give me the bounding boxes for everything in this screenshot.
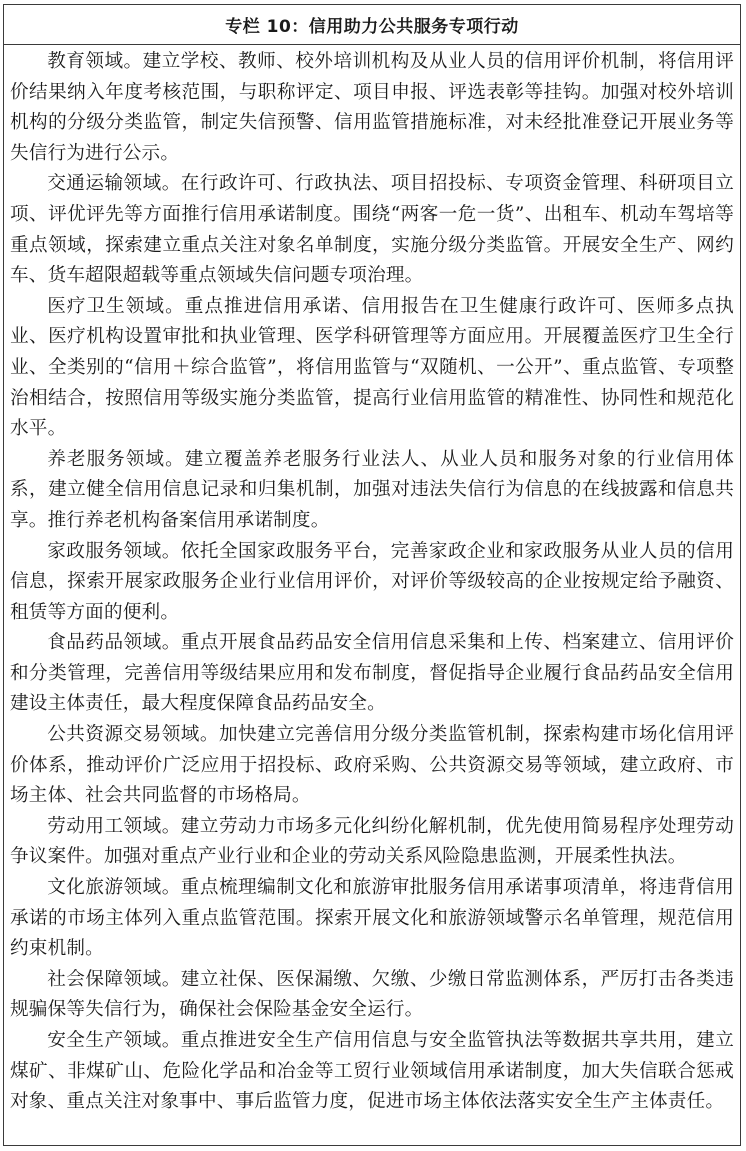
paragraph-culture-tourism: 文化旅游领域。重点梳理编制文化和旅游审批服务信用承诺事项清单，将违背信用承诺的市场主体列入重点监管范围。探索开展文化和旅游领域警示名单管理，规范信用约束机制。 [10, 877, 734, 960]
box-content [4, 45, 740, 1118]
paragraph-public-resources: 公共资源交易领域。加快建立完善信用分级分类监管机制，探索构建市场化信用评价体系，推动评价广泛应用于招投标、政府采购、公共资源交易等领域，建立政府、市场主体、社会共同监督的市场格局。 [10, 724, 734, 807]
paragraph-social-security: 社会保障领域。建立社保、医保漏缴、欠缴、少缴日常监测体系，严厉打击各类违规骗保等失信行为，确保社会保险基金安全运行。 [10, 968, 734, 1021]
paragraph-labor: 劳动用工领域。建立劳动力市场多元化纠纷化解机制，优先使用简易程序处理劳动争议案件。加强对重点产业行业和企业的劳动关系风险隐患监测，开展柔性执法。 [10, 815, 734, 868]
paragraph-work-safety: 安全生产领域。重点推进安全生产信用信息与安全监管执法等数据共享共用，建立煤矿、非煤矿山、危险化学品和冶金等工贸行业领域信用承诺制度，加大失信联合惩戒对象、重点关注对象事中、事后监管力度，促进市场主体依法落实安全生产主体责任。 [10, 1030, 734, 1113]
paragraph-healthcare: 医疗卫生领域。重点推进信用承诺、信用报告在卫生健康行政许可、医师多点执业、医疗机构设置审批和执业管理、医学科研管理等方面应用。开展覆盖医疗卫生全行业、全类别的“信用＋综合监管”，将信用监管与“双随机、一公开”、重点监管、专项整治相结合，按照信用等级实施分类监管，提高行业信用监管的精准性、协同性和规范化水平。 [10, 295, 734, 440]
paragraph-food-drug: 食品药品领域。重点开展食品药品安全信用信息采集和上传、档案建立、信用评价和分类管理，完善信用等级结果应用和发布制度，督促指导企业履行食品药品安全信用建设主体责任，最大程度保障食品药品安全。 [10, 632, 734, 715]
paragraph-housekeeping: 家政服务领域。依托全国家政服务平台，完善家政企业和家政服务从业人员的信用信息，探索开展家政服务企业行业信用评价，对评价等级较高的企业按规定给予融资、租赁等方面的便利。 [10, 540, 734, 623]
paragraph-education: 教育领域。建立学校、教师、校外培训机构及从业人员的信用评价机制，将信用评价结果纳入年度考核范围，与职称评定、项目申报、评选表彰等挂钩。加强对校外培训机构的分级分类监管，制定失信预警、信用监管措施标准，对未经批准登记开展业务等失信行为进行公示。 [10, 51, 734, 164]
column-box [3, 4, 741, 1146]
box-title: 专栏 10：信用助力公共服务专项行动 [4, 5, 740, 45]
paragraph-transport: 交通运输领域。在行政许可、行政执法、项目招投标、专项资金管理、科研项目立项、评优评先等方面推行信用承诺制度。围绕“两客一危一货”、出租车、机动车驾培等重点领域，探索建立重点关注对象名单制度，实施分级分类监管。开展安全生产、网约车、货车超限超载等重点领域失信问题专项治理。 [10, 173, 734, 287]
paragraph-elderly-care: 养老服务领域。建立覆盖养老服务行业法人、从业人员和服务对象的行业信用体系，建立健全信用信息记录和归集机制，加强对违法失信行为信息的在线披露和信息共享。推行养老机构备案信用承诺制度。 [10, 448, 734, 531]
